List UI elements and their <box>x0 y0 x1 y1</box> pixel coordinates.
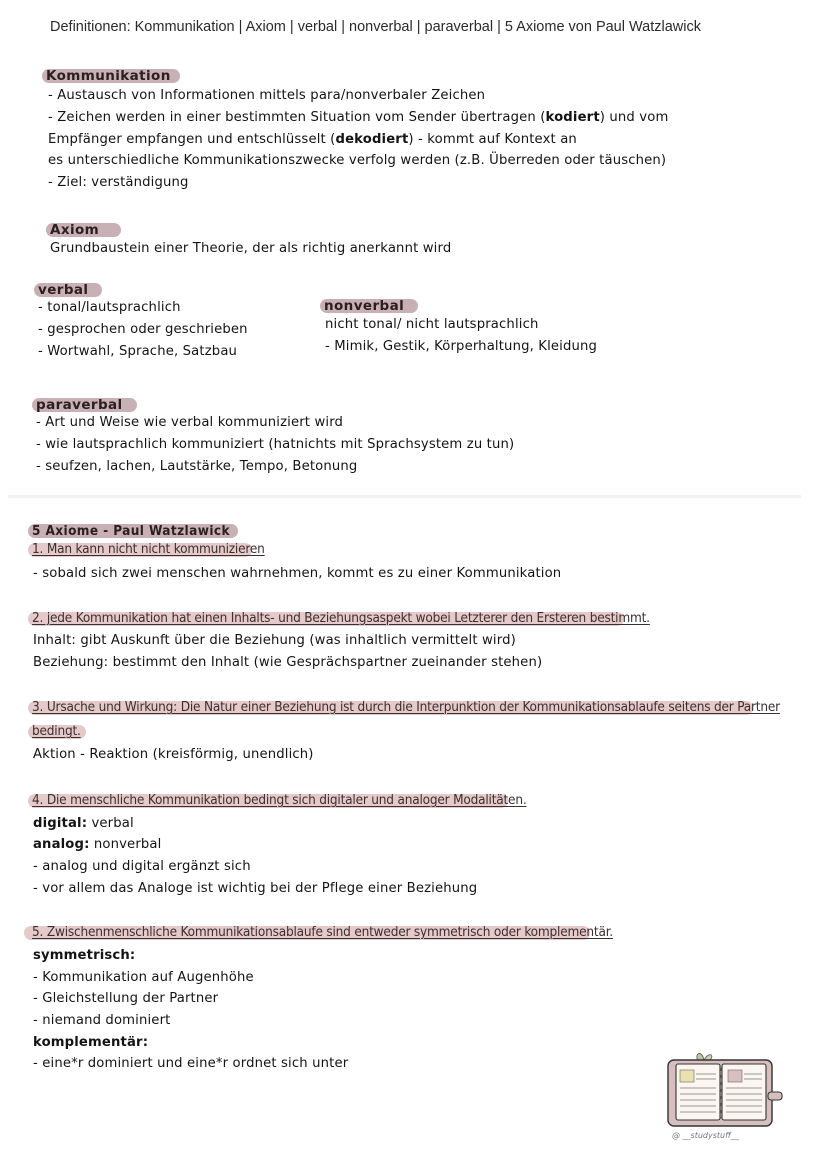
page-header: Definitionen: Kommunikation | Axiom | verbal | nonverbal | paraverbal | 5 Axiome von Paul Watzlawick <box>50 19 701 35</box>
axiom-5-line-1: - Kommunikation auf Augenhöhe <box>33 970 254 985</box>
verbal-line-2: - gesprochen oder geschrieben <box>38 322 248 337</box>
axiom-5-line-3: - niemand dominiert <box>33 1013 171 1028</box>
kommunikation-line-2: - Zeichen werden in einer bestimmten Situation vom Sender übertragen (kodiert) und vom <box>48 110 669 125</box>
kommunikation-line-3: Empfänger empfangen und entschlüsselt (dekodiert) - kommt auf Kontext an <box>48 132 577 147</box>
axiom-2-line-2: Beziehung: bestimmt den Inhalt (wie Gesprächspartner zueinander stehen) <box>33 655 543 670</box>
axiom-4-digital: digital: verbal <box>33 816 134 831</box>
axiom-4-line-1: - analog und digital ergänzt sich <box>33 859 251 874</box>
paraverbal-line-1: - Art und Weise wie verbal kommuniziert wird <box>36 415 344 430</box>
verbal-line-1: - tonal/lautsprachlich <box>38 300 181 315</box>
nonverbal-line-1: nicht tonal/ nicht lautsprachlich <box>325 317 539 332</box>
planner-doodle-icon <box>664 1048 788 1132</box>
axiom-5-line-4: - eine*r dominiert und eine*r ordnet sich unter <box>33 1056 349 1071</box>
kommunikation-line-5: - Ziel: verständigung <box>48 175 189 190</box>
heading-nonverbal: nonverbal <box>320 295 418 314</box>
axiom-4-title: 4. Die menschliche Kommunikation bedingt sich digitaler und analoger Modalitäten. <box>32 792 527 808</box>
heading-paraverbal: paraverbal <box>32 394 137 413</box>
axiom-5-symmetrisch-label: symmetrisch: <box>33 948 136 963</box>
axiom-2-line-1: Inhalt: gibt Auskunft über die Beziehung (was inhaltlich vermittelt wird) <box>33 633 516 648</box>
axiom-2-title: 2. jede Kommunikation hat einen Inhalts- und Beziehungsaspekt wobei Letzterer den Ersteren bestimmt. <box>32 610 650 626</box>
axiom-4-analog: analog: nonverbal <box>33 837 162 852</box>
axiom-3-title-line-2: bedingt. <box>32 723 81 739</box>
heading-kommunikation: Kommunikation <box>42 65 180 84</box>
paraverbal-line-3: - seufzen, lachen, Lautstärke, Tempo, Betonung <box>36 459 358 474</box>
axiom-3-line-1: Aktion - Reaktion (kreisförmig, unendlich) <box>33 747 314 762</box>
heading-axiom: Axiom <box>46 219 121 238</box>
heading-verbal: verbal <box>34 279 102 298</box>
axiom-line-1: Grundbaustein einer Theorie, der als richtig anerkannt wird <box>50 241 452 256</box>
heading-axiome: 5 Axiome - Paul Watzlawick <box>28 520 238 539</box>
axiom-5-title: 5. Zwischenmenschliche Kommunikationsablaufe sind entweder symmetrisch oder komplementär. <box>32 924 613 940</box>
axiom-1-title: 1. Man kann nicht nicht kommunizieren <box>32 541 265 557</box>
axiom-5-line-2: - Gleichstellung der Partner <box>33 991 219 1006</box>
axiom-5-komplementaer-label: komplementär: <box>33 1035 149 1050</box>
watermark-text: @ __studystuff__ <box>672 1131 739 1140</box>
paraverbal-line-2: - wie lautsprachlich kommuniziert (hatnichts mit Sprachsystem zu tun) <box>36 437 515 452</box>
axiom-3-title-line-1: 3. Ursache und Wirkung: Die Natur einer Beziehung ist durch die Interpunktion der Kommunikationsablaufe seitens der Partner <box>32 699 780 715</box>
section-divider <box>8 495 801 498</box>
axiom-1-line-1: - sobald sich zwei menschen wahrnehmen, kommt es zu einer Kommunikation <box>33 566 562 581</box>
kommunikation-line-4: es unterschiedliche Kommunikationszwecke verfolg werden (z.B. Überreden oder täuschen) <box>48 153 667 168</box>
kommunikation-line-1: - Austausch von Informationen mittels para/nonverbaler Zeichen <box>48 88 486 103</box>
verbal-line-3: - Wortwahl, Sprache, Satzbau <box>38 344 238 359</box>
nonverbal-line-2: - Mimik, Gestik, Körperhaltung, Kleidung <box>325 339 598 354</box>
axiom-4-line-2: - vor allem das Analoge ist wichtig bei der Pflege einer Beziehung <box>33 881 478 896</box>
